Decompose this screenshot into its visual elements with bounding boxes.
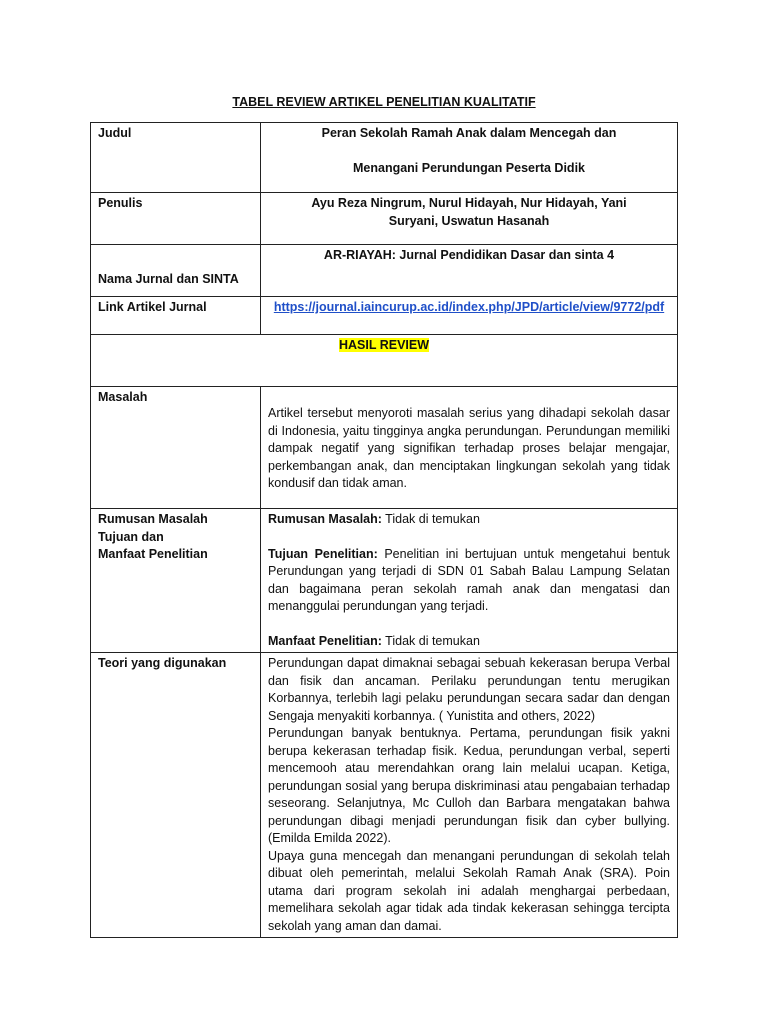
tujuan-penelitian-value: Penelitian ini bertujuan untuk mengetahui bentuk Perundungan yang terjadi di SDN 01 Sabah Balau Lampung Selatan dan bagaimana peran sekolah ramah anak dan mengatasi dan menanggulai perundungan yang terjadi. bbox=[268, 546, 670, 613]
review-table bbox=[90, 122, 678, 938]
label-masalah: Masalah bbox=[91, 387, 261, 509]
value-jurnal: AR-RIAYAH: Jurnal Pendidikan Dasar dan sinta 4 bbox=[261, 245, 678, 297]
manfaat-penelitian-line bbox=[268, 633, 670, 651]
table-row-rumusan bbox=[91, 509, 678, 653]
hasil-review-heading: HASIL REVIEW bbox=[338, 338, 430, 352]
label-jurnal: Nama Jurnal dan SINTA bbox=[91, 245, 261, 297]
rumusan-masalah-line bbox=[268, 511, 670, 529]
tujuan-penelitian-title: Tujuan Penelitian: bbox=[268, 546, 378, 561]
table-row-jurnal bbox=[91, 245, 678, 297]
table-row-hasil-review bbox=[91, 335, 678, 387]
value-rumusan bbox=[261, 509, 678, 653]
table-row-masalah bbox=[91, 387, 678, 509]
masalah-text: Artikel tersebut menyoroti masalah serius yang dihadapi sekolah dasar di Indonesia, yaitu tingginya angka perundungan. Perundungan memiliki dampak negatif yang signifikan terhadap proses belajar mengajar, perkembangan anak, dan menciptakan lingkungan sekolah yang tidak kondusif dan tidak aman. bbox=[268, 406, 670, 490]
tujuan-penelitian-line bbox=[268, 546, 670, 616]
label-link: Link Artikel Jurnal bbox=[91, 297, 261, 335]
value-link bbox=[261, 297, 678, 335]
value-teori bbox=[261, 653, 678, 938]
table-row-link bbox=[91, 297, 678, 335]
value-penulis: Ayu Reza Ningrum, Nurul Hidayah, Nur Hidayah, Yani Suryani, Uswatun Hasanah bbox=[261, 193, 678, 245]
judul-line-2: Menangani Perundungan Peserta Didik bbox=[353, 160, 585, 175]
label-rumusan-3: Manfaat Penelitian bbox=[98, 547, 208, 561]
table-row-judul bbox=[91, 123, 678, 193]
teori-paragraph-2: Perundungan banyak bentuknya. Pertama, perundungan fisik yakni berupa kekerasan terhadap fisik. Kedua, perundungan verbal, seperti mencemooh atau merendahkan orang lain melalui ucapan. Ketiga, perundungan sosial yang berupa diskriminasi atau pengabaian terhadap seseorang. Selanjutnya, Mc Culloh dan Barbara mengatakan bahwa perundungan dibagi menjadi perundungan fisik dan cyber bullying. (Emilda Emilda 2022). bbox=[268, 726, 670, 845]
label-penulis: Penulis bbox=[91, 193, 261, 245]
rumusan-masalah-title: Rumusan Masalah: bbox=[268, 512, 382, 526]
table-row-teori bbox=[91, 653, 678, 938]
value-judul bbox=[261, 123, 678, 193]
teori-paragraph-1: Perundungan dapat dimaknai sebagai sebuah kekerasan berupa Verbal dan fisik dan ancaman. Perilaku perundungan tentu merugikan Korbannya, terlebih lagi pelaku perundungan secara sadar dan dengan Sengaja menyakiti korbannya. ( Yunistita and others, 2022) bbox=[268, 656, 670, 723]
value-masalah bbox=[261, 387, 678, 509]
rumusan-masalah-value: Tidak di temukan bbox=[381, 512, 480, 526]
manfaat-penelitian-title: Manfaat Penelitian: bbox=[268, 633, 382, 648]
table-row-penulis bbox=[91, 193, 678, 245]
hasil-review-cell bbox=[91, 335, 678, 387]
label-teori: Teori yang digunakan bbox=[91, 653, 261, 938]
teori-paragraph-3: Upaya guna mencegah dan menangani perundungan di sekolah telah dibuat oleh pemerintah, melalui Sekolah Ramah Anak (SRA). Poin utama dari program sekolah ini adalah menghargai perbedaan, memelihara sekolah agar tidak ada tindak kekerasan sehingga tercipta sekolah yang aman dan damai. bbox=[268, 848, 670, 933]
document-title: TABEL REVIEW ARTIKEL PENELITIAN KUALITATIF bbox=[232, 95, 536, 109]
manfaat-penelitian-value: Tidak di temukan bbox=[381, 633, 480, 648]
label-judul: Judul bbox=[91, 123, 261, 193]
label-rumusan bbox=[91, 509, 261, 653]
label-rumusan-2: Tujuan dan bbox=[98, 529, 164, 544]
judul-line-1: Peran Sekolah Ramah Anak dalam Mencegah dan bbox=[321, 126, 617, 140]
article-link[interactable]: https://journal.iaincurup.ac.id/index.php/JPD/article/view/9772/pdf bbox=[273, 300, 665, 314]
label-rumusan-1: Rumusan Masalah bbox=[98, 512, 208, 526]
